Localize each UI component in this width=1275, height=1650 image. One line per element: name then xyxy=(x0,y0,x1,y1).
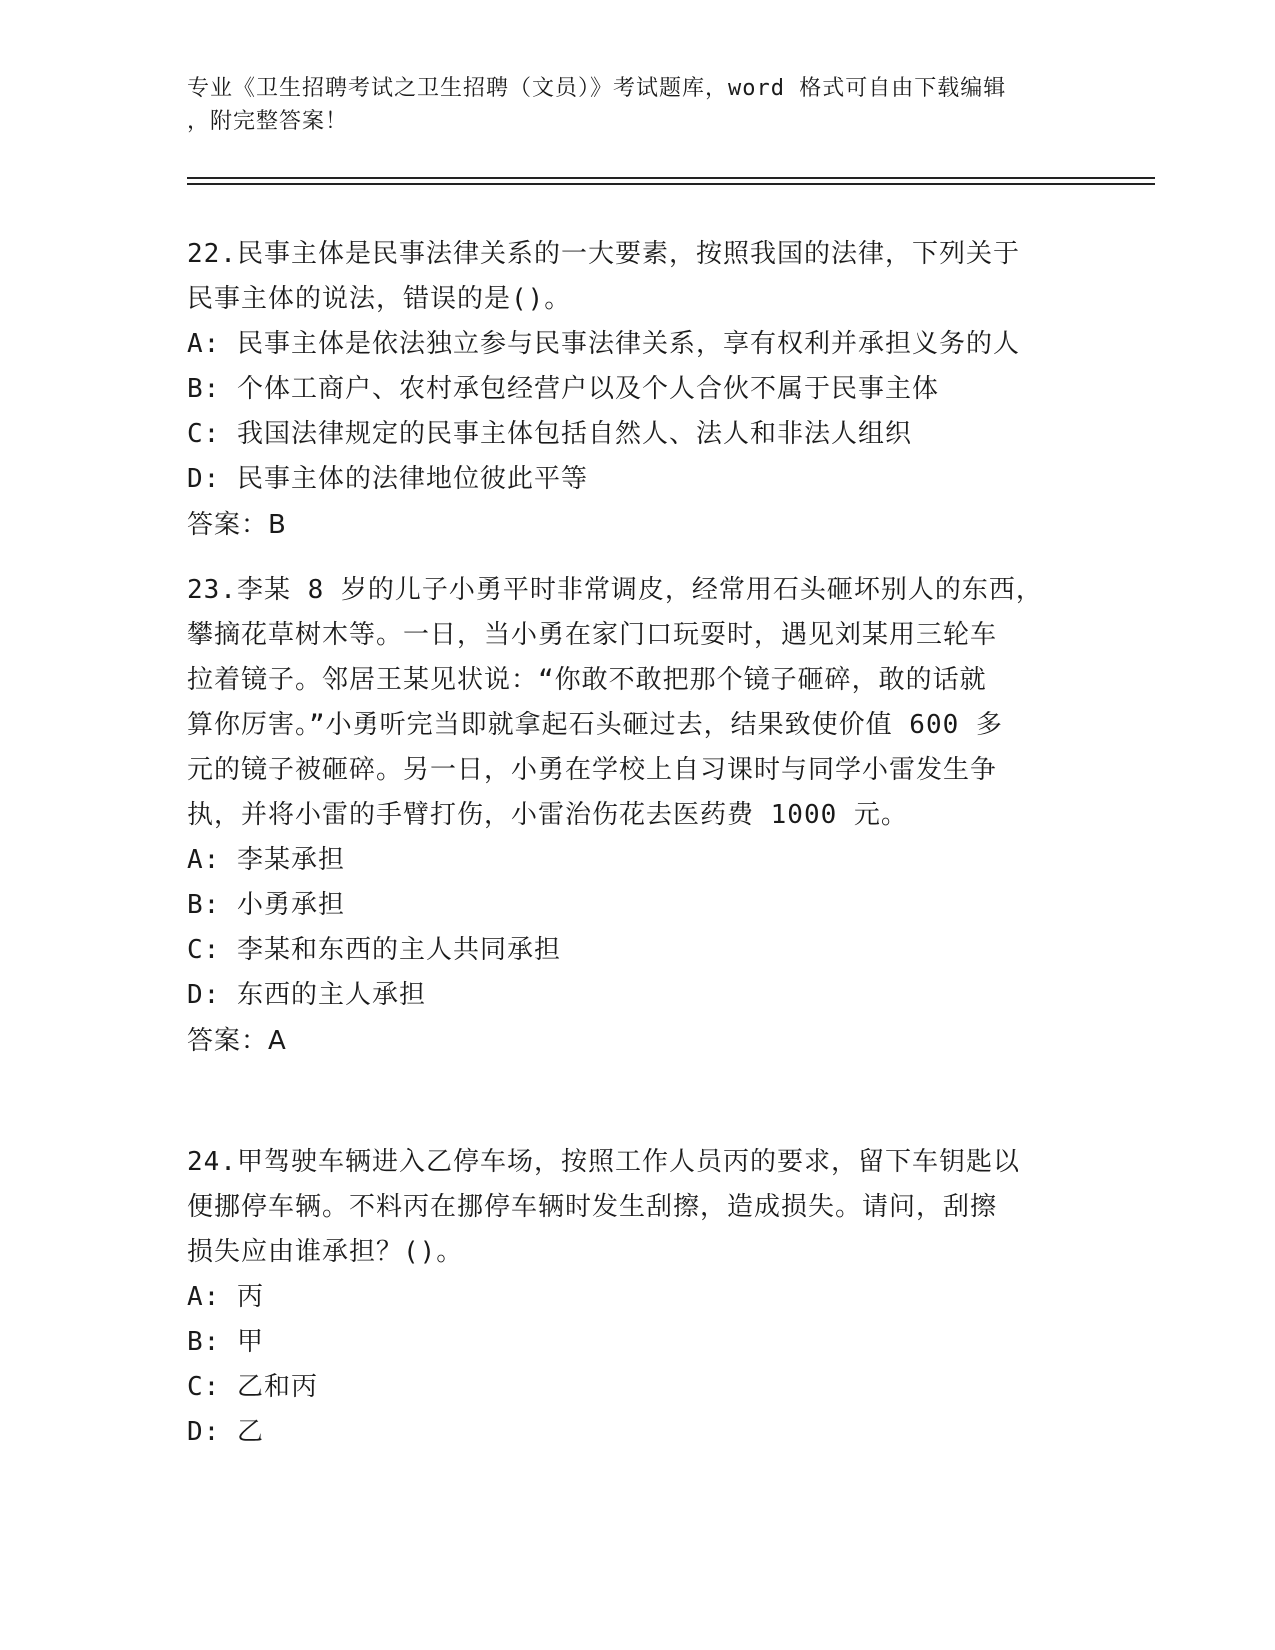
question-23 xyxy=(187,568,1107,1064)
option-b: B: 小勇承担 xyxy=(187,890,345,920)
question-stem-line: 民事主体的说法，错误的是()。 xyxy=(187,284,572,314)
question-22 xyxy=(187,232,1107,548)
header-line: 专业《卫生招聘考试之卫生招聘（文员）》考试题库，word 格式可自由下载编辑 xyxy=(187,76,1007,101)
question-stem-line: 23.李某 8 岁的儿子小勇平时非常调皮，经常用石头砸坏别人的东西， xyxy=(187,575,1043,605)
option-c: C: 乙和丙 xyxy=(187,1372,318,1402)
question-stem-line: 元的镜子被砸碎。另一日，小勇在学校上自习课时与同学小雷发生争 xyxy=(187,755,998,785)
question-stem-line: 执，并将小雷的手臂打伤，小雷治伤花去医药费 1000 元。 xyxy=(187,800,908,830)
option-c: C: 我国法律规定的民事主体包括自然人、法人和非法人组织 xyxy=(187,419,912,449)
option-a: A: 丙 xyxy=(187,1282,264,1312)
question-stem-line: 便挪停车辆。不料丙在挪停车辆时发生刮擦，造成损失。请问，刮擦 xyxy=(187,1192,998,1222)
question-stem-line: 攀摘花草树木等。一日，当小勇在家门口玩耍时，遇见刘某用三轮车 xyxy=(187,620,998,650)
answer: 答案：A xyxy=(187,1026,287,1056)
question-stem-line: 24.甲驾驶车辆进入乙停车场，按照工作人员丙的要求，留下车钥匙以 xyxy=(187,1147,1020,1177)
document-header xyxy=(187,72,1087,138)
question-stem-line: 算你厉害。”小勇听完当即就拿起石头砸过去，结果致使价值 600 多 xyxy=(187,710,1003,740)
question-stem-line: 22.民事主体是民事法律关系的一大要素，按照我国的法律，下列关于 xyxy=(187,239,1020,269)
option-a: A: 民事主体是依法独立参与民事法律关系，享有权利并承担义务的人 xyxy=(187,329,1020,359)
answer: 答案：B xyxy=(187,510,287,540)
option-b: B: 个体工商户、农村承包经营户以及个人合伙不属于民事主体 xyxy=(187,374,939,404)
question-stem-line: 损失应由谁承担？()。 xyxy=(187,1237,464,1267)
header-divider xyxy=(187,177,1155,179)
question-24 xyxy=(187,1140,1107,1455)
header-divider xyxy=(187,183,1155,185)
option-d: D: 乙 xyxy=(187,1417,264,1447)
option-d: D: 民事主体的法律地位彼此平等 xyxy=(187,464,588,494)
header-line: ，附完整答案！ xyxy=(187,109,349,134)
option-c: C: 李某和东西的主人共同承担 xyxy=(187,935,561,965)
option-a: A: 李某承担 xyxy=(187,845,345,875)
question-stem-line: 拉着镜子。邻居王某见状说：“你敢不敢把那个镜子砸碎，敢的话就 xyxy=(187,665,987,695)
option-d: D: 东西的主人承担 xyxy=(187,980,426,1010)
option-b: B: 甲 xyxy=(187,1327,264,1357)
